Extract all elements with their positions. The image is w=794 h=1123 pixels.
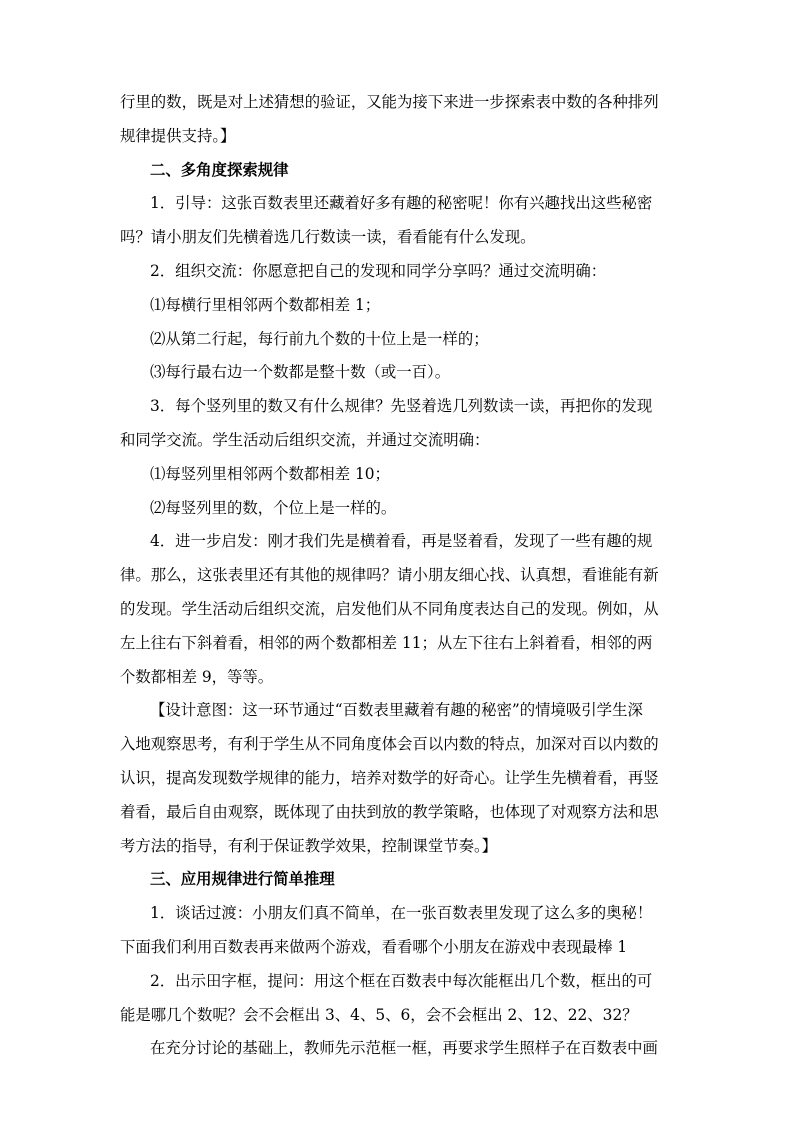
list-item: ⑵每竖列里的数，个位上是一样的。 bbox=[150, 498, 397, 517]
text-line: 吗？请小朋友们先横着选几行数读一读，看看能有什么发现。 bbox=[120, 228, 536, 247]
text-line: 1．引导：这张百数表里还藏着好多有趣的秘密呢！你有兴趣找出这些秘密 bbox=[150, 194, 653, 213]
section-heading: 三、应用规律进行简单推理 bbox=[150, 870, 335, 889]
text-line: 2．出示田字框，提问：用这个框在百数表中每次能框出几个数，框出的可 bbox=[150, 971, 653, 990]
text-line: 律。那么，这张表里还有其他的规律吗？请小朋友细心找、认真想，看谁能有新 bbox=[120, 566, 659, 585]
text-line: 1．谈话过渡：小朋友们真不简单，在一张百数表里发现了这么多的奥秘！ bbox=[150, 904, 653, 923]
section-heading: 二、多角度探索规律 bbox=[150, 160, 289, 179]
text-line: 规律提供支持。】 bbox=[120, 126, 236, 145]
list-item: ⑴每横行里相邻两个数都相差 1； bbox=[150, 295, 381, 314]
text-line: 4．进一步启发：刚才我们先是横着看，再是竖着看，发现了一些有趣的规 bbox=[150, 532, 653, 551]
design-intent-text: 着看，最后自由观察，既体现了由扶到放的教学策略，也体现了对观察方法和思 bbox=[120, 802, 659, 821]
text-line: 3．每个竖列里的数又有什么规律？先竖着选几列数读一读，再把你的发现 bbox=[150, 397, 653, 416]
text-line: 的发现。学生活动后组织交流，启发他们从不同角度表达自己的发现。例如，从 bbox=[120, 600, 659, 618]
text-line: 在充分讨论的基础上，教师先示范框一框，再要求学生照样子在百数表中画 bbox=[150, 1039, 658, 1058]
text-line: 2．组织交流：你愿意把自己的发现和同学分享吗？通过交流明确： bbox=[150, 262, 607, 280]
text-line: 下面我们利用百数表再来做两个游戏，看看哪个小朋友在游戏中表现最棒 1 bbox=[120, 938, 628, 956]
text-line: 行里的数，既是对上述猜想的验证，又能为接下来进一步探索表中数的各种排列 bbox=[120, 93, 659, 111]
list-item: ⑶每行最右边一个数都是整十数（或一百）。 bbox=[150, 363, 451, 382]
text-line: 左上往右下斜着看，相邻的两个数都相差 11；从左下往右上斜着看，相邻的两 bbox=[120, 633, 653, 652]
design-intent-text: 【设计意图：这一环节通过“百数表里藏着有趣的秘密”的情境吸引学生深 bbox=[150, 701, 643, 720]
design-intent-text: 入地观察思考，有利于学生从不同角度体会百以内数的特点，加深对百以内数的 bbox=[120, 735, 659, 754]
text-line: 和同学交流。学生活动后组织交流，并通过交流明确： bbox=[120, 431, 490, 449]
text-line: 能是哪几个数呢？会不会框出 3、4、5、6，会不会框出 2、12、22、32？ bbox=[120, 1005, 638, 1024]
list-item: ⑵从第二行起，每行前九个数的十位上是一样的； bbox=[150, 329, 489, 348]
design-intent-text: 考方法的指导，有利于保证教学效果，控制课堂节奏。】 bbox=[120, 836, 498, 855]
text-line: 个数都相差 9，等等。 bbox=[120, 667, 274, 686]
list-item: ⑴每竖列里相邻两个数都相差 10； bbox=[150, 464, 390, 483]
design-intent-text: 认识，提高发现数学规律的能力，培养对数学的好奇心。让学生先横着看，再竖 bbox=[120, 769, 659, 787]
